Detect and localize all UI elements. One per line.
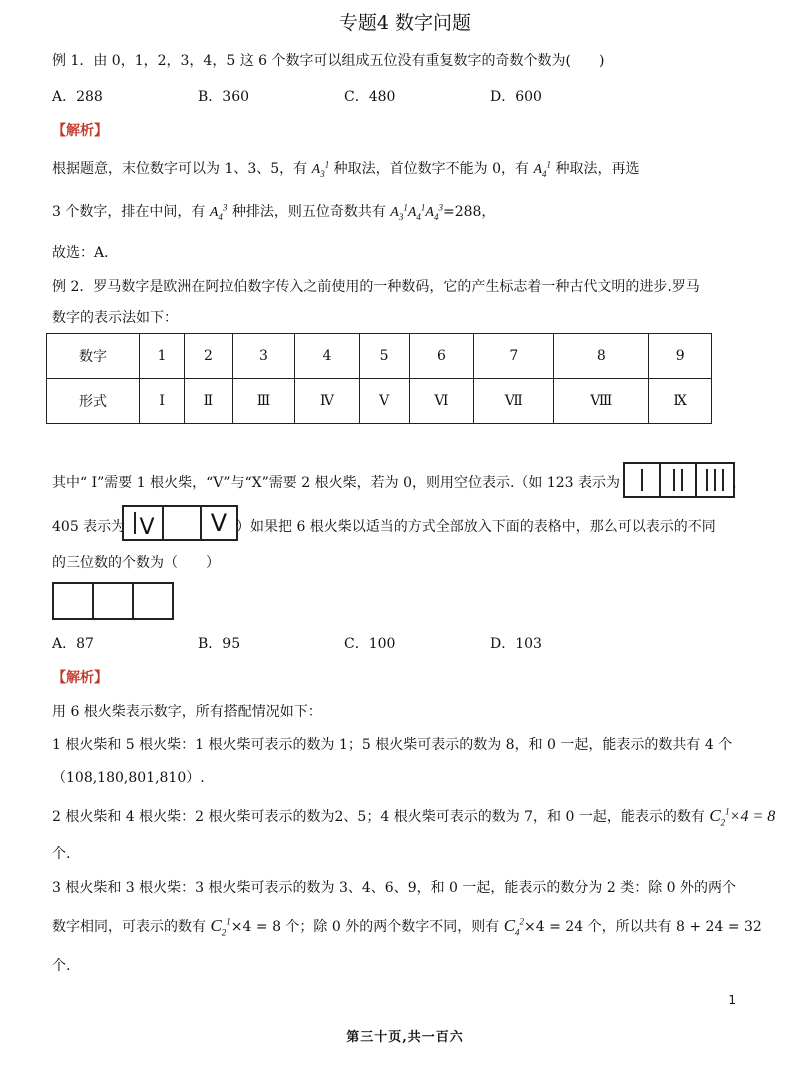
ex2-analysis-line1: 用 6 根火柴表示数字，所有搭配情况如下：	[52, 704, 322, 720]
ex2-analysis-line2: 1 根火柴和 5 根火柴：1 根火柴可表示的数为 1；5 根火柴可表示的数为 8，和 0 一起，能表示的数共有 4 个	[52, 737, 733, 753]
ex2-intro-line2: 数字的表示法如下：	[52, 310, 178, 326]
ex2-text-line3: 的三位数的个数为（ ）	[52, 555, 220, 571]
ex2-analysis-label: 【解析】	[52, 670, 108, 686]
page-footer: 第三十页,共一百六	[346, 1030, 464, 1045]
table-cell: 3	[232, 334, 295, 379]
table-cell: 4	[295, 334, 359, 379]
ex1-analysis-line2: 3 个数字，排在中间，有 $A_4^3$ 种排法，则五位奇数共有 $A_3^1A_4^1A_4^3=288$，	[52, 202, 496, 222]
ex1-option-d: D．600	[490, 89, 542, 105]
matchstick-123-figure	[623, 462, 735, 498]
ex1-option-a: A．288	[52, 89, 103, 105]
ex2-intro-line1: 例 2．罗马数字是欧洲在阿拉伯数字传入之前使用的一种数码，它的产生标志着一种古代文明的进步.罗马	[52, 279, 700, 295]
table-cell: 8	[554, 334, 649, 379]
ex1-analysis-line1: 根据题意，末位数字可以为 1、3、5，有 $A_3^1$ 种取法，首位数字不能为 0，有 $A_4^1$ 种取法，再选	[52, 159, 640, 179]
table-cell: Ⅱ	[185, 379, 232, 424]
table-cell: Ⅴ	[359, 379, 409, 424]
empty-three-cell-box	[52, 582, 174, 620]
ex2-text-line1-end: ，	[732, 475, 746, 491]
table-cell: 5	[359, 334, 409, 379]
table-row-forms	[47, 379, 712, 424]
table-cell: 9	[649, 334, 712, 379]
ex2-option-b: B．95	[198, 636, 241, 652]
ex2-analysis-line7: 数字相同，可表示的数有 $C_2^1\times 4 = 8$ 个；除 0 外的两个数字不同，则有 $C_4^2\times 4 = 24$ 个，所以共有 8 + 24 = 32	[52, 916, 762, 938]
ex2-text-line2b: ）如果把 6 根火柴以适当的方式全部放入下面的表格中，那么可以表示的不同	[236, 519, 716, 535]
ex2-option-d: D．103	[490, 636, 542, 652]
ex2-analysis-line4: 2 根火柴和 4 根火柴：2 根火柴可表示的数为2、5；4 根火柴可表示的数为 7，和 0 一起，能表示的数有 $C_2^1\times 4 = 8$	[52, 806, 776, 828]
page-number: 1	[728, 993, 736, 1007]
table-cell: 6	[409, 334, 474, 379]
ex1-analysis-label: 【解析】	[52, 123, 108, 139]
table-row-numbers	[47, 334, 712, 379]
ex1-conclusion: 故选：A．	[52, 245, 119, 261]
ex2-analysis-line8: 个.	[52, 958, 71, 974]
ex2-option-a: A．87	[52, 636, 94, 652]
table-cell: Ⅵ	[409, 379, 474, 424]
table-cell: 2	[185, 334, 232, 379]
table-cell: Ⅳ	[295, 379, 359, 424]
table-cell: Ⅲ	[232, 379, 295, 424]
ex1-question: 例 1．由 0，1，2，3，4，5 这 6 个数字可以组成五位没有重复数字的奇数个数为( )	[52, 53, 605, 69]
matchstick-405-figure: V V	[122, 505, 238, 541]
table-cell: Ⅷ	[554, 379, 649, 424]
ex2-option-c: C．100	[344, 636, 396, 652]
roman-numeral-table	[46, 333, 712, 424]
ex2-analysis-line6: 3 根火柴和 3 根火柴：3 根火柴可表示的数为 3、4、6、9，和 0 一起，能表示的数分为 2 类：除 0 外的两个	[52, 880, 737, 896]
table-cell: Ⅰ	[140, 379, 185, 424]
table-cell: 1	[140, 334, 185, 379]
page-title: 专题4 数字问题	[338, 12, 472, 34]
table-cell: Ⅸ	[649, 379, 712, 424]
table-header-number: 数字	[47, 334, 140, 379]
table-cell: 7	[474, 334, 554, 379]
ex2-text-line1: 其中“ Ⅰ”需要 1 根火柴，“Ⅴ”与“Ⅹ”需要 2 根火柴，若为 0，则用空位表示.（如 123 表示为	[52, 475, 621, 491]
table-cell: Ⅶ	[474, 379, 554, 424]
ex1-option-c: C．480	[344, 89, 396, 105]
ex2-analysis-line5: 个.	[52, 846, 71, 862]
ex2-text-line2a: 405 表示为	[52, 519, 126, 535]
table-header-form: 形式	[47, 379, 140, 424]
ex1-option-b: B．360	[198, 89, 250, 105]
ex2-analysis-line3: （108,180,801,810）.	[52, 770, 205, 786]
